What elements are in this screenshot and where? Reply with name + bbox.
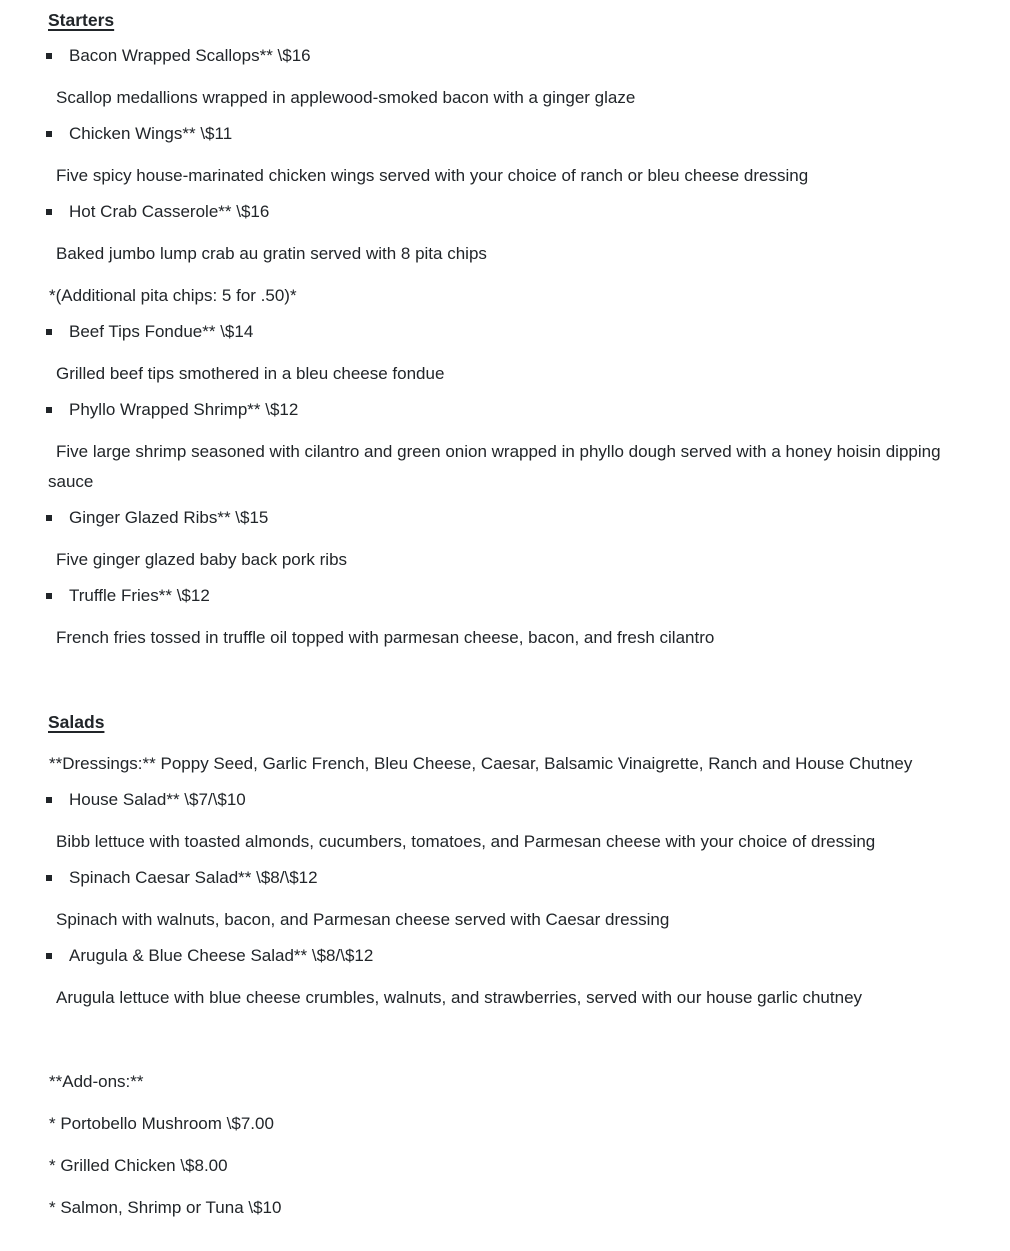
menu-item-description: Arugula lettuce with blue cheese crumbles, walnuts, and strawberries, served with our house garlic chutney [56,988,863,1007]
menu-item-text: Ginger Glazed Ribs** \$15 [69,508,269,527]
addons-group [48,1025,970,1235]
addons-heading-line: **Add-ons:** [49,1072,144,1091]
menu-item-description: Five spicy house-marinated chicken wings served with your choice of ranch or bleu cheese dressing [56,166,809,185]
menu-item-text: Hot Crab Casserole** \$16 [69,202,270,221]
menu-item [48,941,970,971]
salads-section [48,665,970,1025]
menu-item-text: Phyllo Wrapped Shrimp** \$12 [69,400,299,419]
section-heading-starters: Starters [48,10,115,30]
section-heading-salads: Salads [48,712,105,732]
menu-item-description: Bibb lettuce with toasted almonds, cucumbers, tomatoes, and Parmesan cheese with your choice of dressing [56,832,876,851]
menu-item [48,395,970,425]
menu-item-description: Spinach with walnuts, bacon, and Parmesan cheese served with Caesar dressing [56,910,670,929]
menu-item-description: Five ginger glazed baby back pork ribs [56,550,348,569]
addon-line: * Grilled Chicken \$8.00 [49,1156,228,1175]
menu-item [48,785,970,815]
menu-item-text: Spinach Caesar Salad** \$8/\$12 [69,868,318,887]
menu-item-text: Arugula & Blue Cheese Salad** \$8/\$12 [69,946,374,965]
menu-item-description: Baked jumbo lump crab au gratin served with 8 pita chips [56,244,487,263]
menu-item [48,581,970,611]
menu-item [48,197,970,227]
addon-line: * Portobello Mushroom \$7.00 [49,1114,274,1133]
addon-line: * Salmon, Shrimp or Tuna \$10 [49,1198,282,1217]
menu-note: *(Additional pita chips: 5 for .50)* [49,286,297,305]
menu-item-description: Grilled beef tips smothered in a bleu cheese fondue [56,364,445,383]
menu-item-text: Truffle Fries** \$12 [69,586,210,605]
starters-section [48,5,970,665]
menu-item-description: French fries tossed in truffle oil topped with parmesan cheese, bacon, and fresh cilantro [56,628,715,647]
menu-item-text: House Salad** \$7/\$10 [69,790,246,809]
menu-item [48,863,970,893]
menu-item-text: Bacon Wrapped Scallops** \$16 [69,46,311,65]
menu-item-description: Scallop medallions wrapped in applewood-smoked bacon with a ginger glaze [56,88,636,107]
menu-item [48,119,970,149]
menu-item-description: Five large shrimp seasoned with cilantro and green onion wrapped in phyllo dough served with a honey hoisin dipping sauce [48,442,941,491]
menu-item [48,41,970,71]
menu-item [48,317,970,347]
menu-item [48,503,970,533]
menu-item-text: Beef Tips Fondue** \$14 [69,322,254,341]
dressings-line: **Dressings:** Poppy Seed, Garlic French, Bleu Cheese, Caesar, Balsamic Vinaigrette, Ranch and House Chutney [49,754,913,773]
menu-item-text: Chicken Wings** \$11 [69,124,233,143]
